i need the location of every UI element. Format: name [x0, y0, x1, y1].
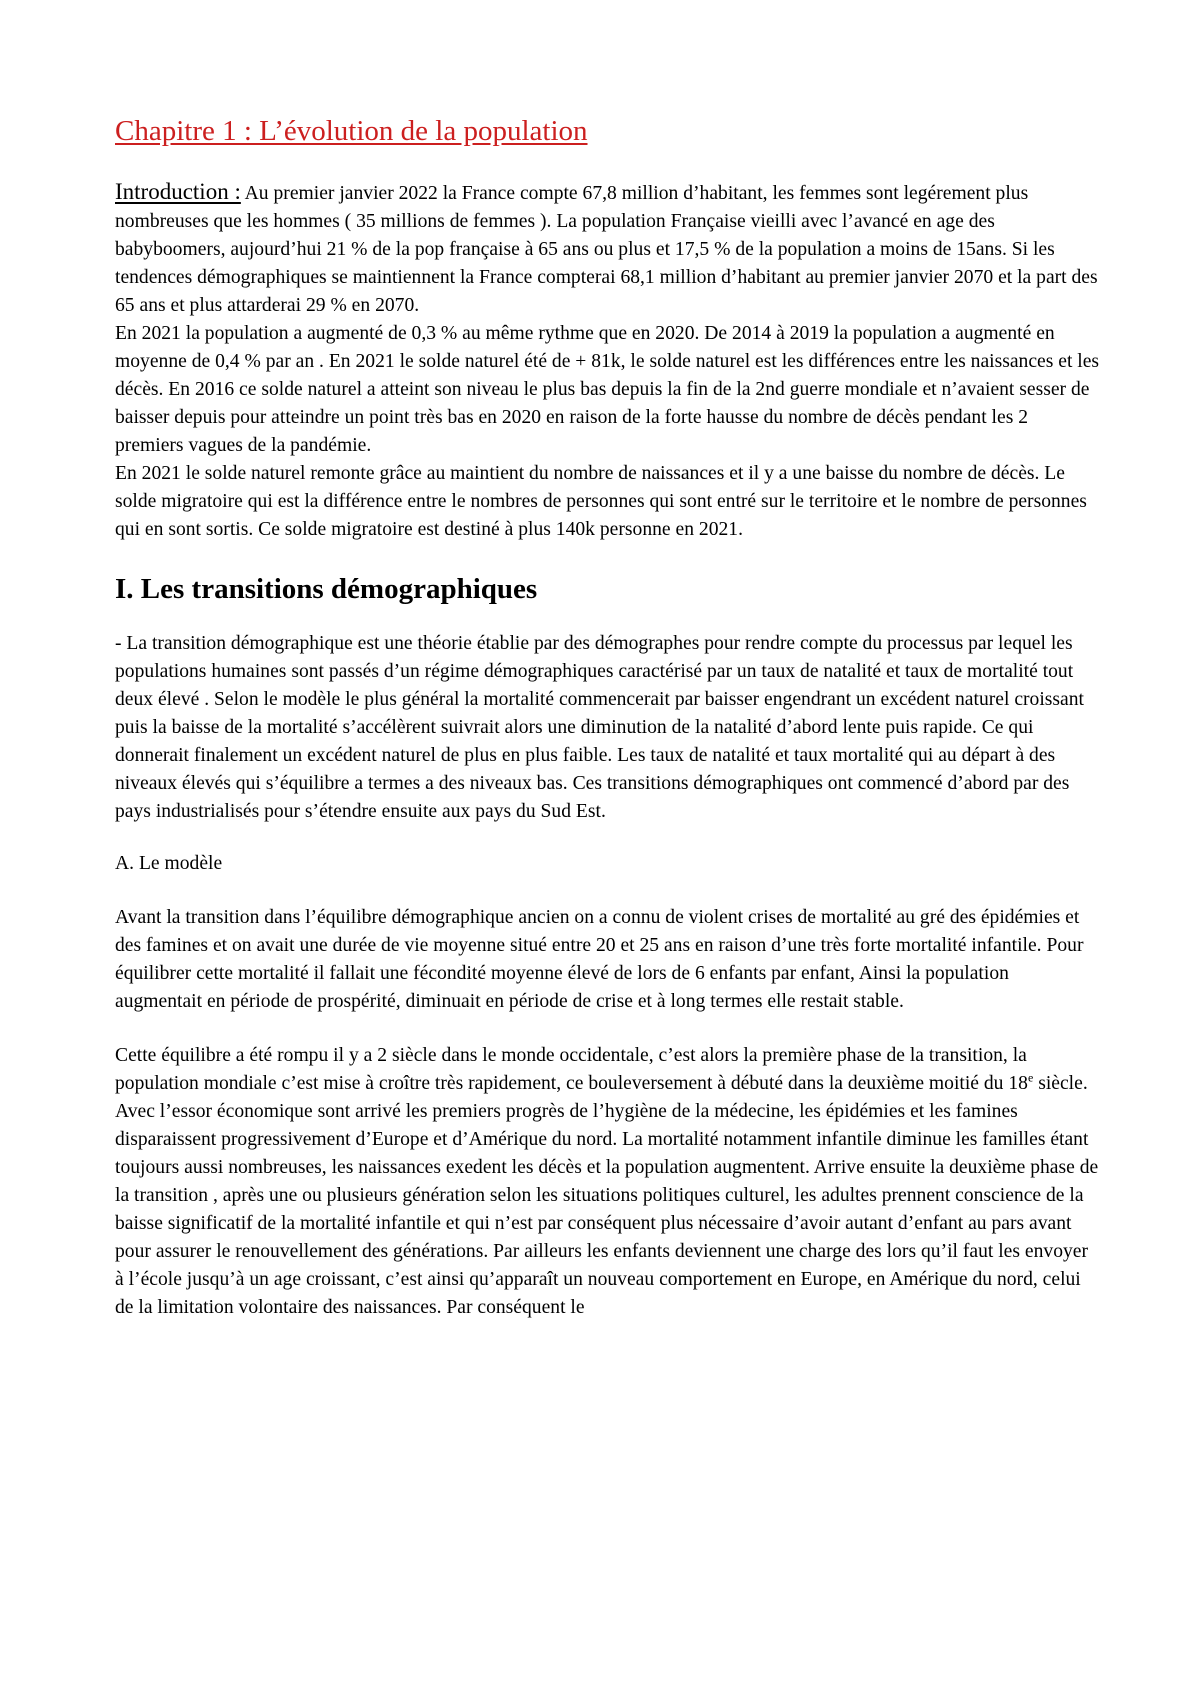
section-1-paragraph-1: - La transition démographique est une théorie établie par des démographes pour rendre compte du processus par lequel les populations humaines sont passés d’un régime démographiques caractérisé par un taux de natalité et taux de mortalité tout deux élevé . Selon le modèle le plus général la mortalité commencerait par baisser engendrant un excédent naturel croissant puis la baisse de la mortalité s’accélèrent suivrait alors une diminution de la natalité d’abord lente puis rapide. Ce qui donnerait finalement un excédent naturel de plus en plus faible. Les taux de natalité et taux mortalité qui au départ à des niveaux élevés qui s’équilibre a termes a des niveaux bas. Ces transitions démographiques ont commencé d’abord par des pays industrialisés pour s’étendre ensuite aux pays du Sud Est.: [115, 633, 1084, 822]
intro-paragraph-3: En 2021 le solde naturel remonte grâce au maintient du nombre de naissances et il y a une baisse du nombre de décès. Le solde migratoire qui est la différence entre le nombres de personnes qui sont entré sur le territoire et le nombre de personnes qui en sont sortis. Ce solde migratoire est destiné à plus 140k personne en 2021.: [115, 463, 1087, 540]
subsection-a-title: A. Le modèle: [115, 853, 223, 874]
century-superscript: e: [1027, 1070, 1034, 1085]
subsection-a-paragraph-2: [115, 1042, 1100, 1322]
subsection-a-paragraph-2-part-1: Cette équilibre a été rompu il y a 2 siècle dans le monde occidentale, c’est alors la première phase de la transition, la population mondiale c’est mise à croître très rapidement, ce bouleversement à débuté dans la deuxième moitié du 18: [115, 1045, 1028, 1094]
document-content: [115, 112, 1100, 1322]
introduction-label: Introduction :: [115, 179, 241, 204]
chapter-title-text: Chapitre 1 : L’évolution de la population: [115, 115, 588, 147]
intro-paragraph-1-text: Au premier janvier 2022 la France compte 67,8 million d’habitant, les femmes sont legérement plus nombreuses que les hommes ( 35 millions de femmes ). La population Française vieilli avec l’avancé en age des babyboomers, aujourd’hui 21 % de la pop française à 65 ans ou plus et 17,5 % de la population a moins de 15ans. Si les tendences démographiques se maintiennent la France compterai 68,1 million d’habitant au premier janvier 2070 et la part des 65 ans et plus attarderai 29 % en 2070.: [115, 183, 1098, 316]
chapter-title: [115, 112, 1100, 150]
subsection-a-paragraph-2-part-2: siècle. Avec l’essor économique sont arrivé les premiers progrès de l’hygiène de la médecine, les épidémies et les famines disparaissent progressivement d’Europe et d’Amérique du nord. La mortalité notamment infantile diminue les familles étant toujours aussi nombreuses, les naissances exedent les décès et la population augmentent. Arrive ensuite la deuxième phase de la transition , après une ou plusieurs génération selon les situations politiques culturel, les adultes prennent conscience de la baisse significatif de la mortalité infantile et qui n’est par conséquent plus nécessaire d’avoir autant d’enfant au pars avant pour assurer le renouvellement des générations. Par ailleurs les enfants deviennent une charge des lors qu’il faut les envoyer à l’école jusqu’à un age croissant, c’est ainsi qu’apparaît un nouveau comportement en Europe, en Amérique du nord, celui de la limitation volontaire des naissances. Par conséquent le: [115, 1073, 1099, 1318]
section-1-title: I. Les transitions démographiques: [115, 573, 538, 605]
intro-paragraph-1: [115, 178, 1100, 320]
subsection-a-paragraph-1: Avant la transition dans l’équilibre démographique ancien on a connu de violent crises de mortalité au gré des épidémies et des famines et on avait une durée de vie moyenne situé entre 20 et 25 ans en raison d’une très forte mortalité infantile. Pour équilibrer cette mortalité il fallait une fécondité moyenne élevé de lors de 6 enfants par enfant, Ainsi la population augmentait en période de prospérité, diminuait en période de crise et à long termes elle restait stable.: [115, 907, 1084, 1012]
intro-paragraph-2: En 2021 la population a augmenté de 0,3 % au même rythme que en 2020. De 2014 à 2019 la population a augmenté en moyenne de 0,4 % par an . En 2021 le solde naturel été de + 81k, le solde naturel est les différences entre les naissances et les décès. En 2016 ce solde naturel a atteint son niveau le plus bas depuis la fin de la 2nd guerre mondiale et n’avaient sesser de baisser depuis pour atteindre un point très bas en 2020 en raison de la forte hausse du nombre de décès pendant les 2 premiers vagues de la pandémie.: [115, 323, 1100, 456]
